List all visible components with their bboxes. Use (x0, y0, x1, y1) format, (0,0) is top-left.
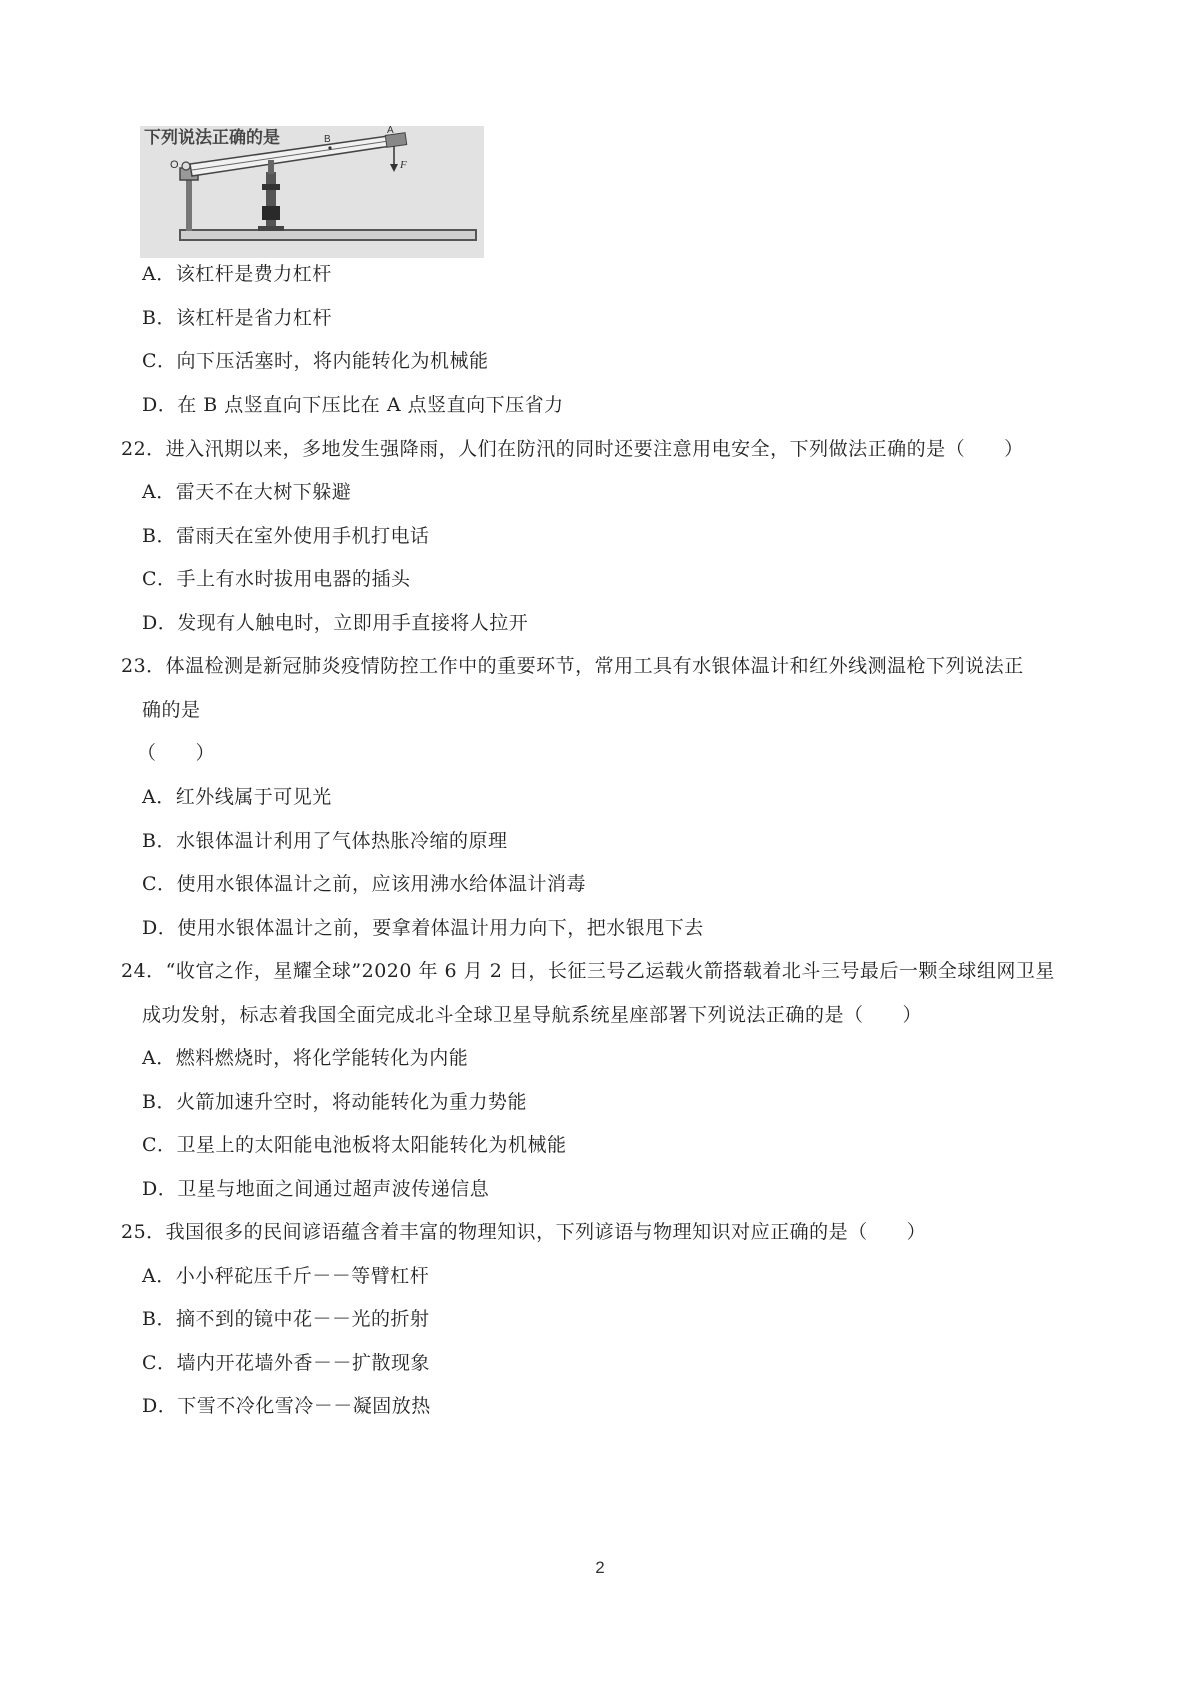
lever-figure (140, 126, 484, 258)
q21-option-d: D．在 B 点竖直向下压比在 A 点竖直向下压省力 (142, 394, 564, 416)
q25-option-c: C．墙内开花墙外香－－扩散现象 (142, 1352, 431, 1374)
base-plate (180, 230, 476, 240)
q22-option-b: B．雷雨天在室外使用手机打电话 (142, 525, 430, 547)
point-b (328, 146, 331, 149)
q22-option-d: D．发现有人触电时，立即用手直接将人拉开 (142, 612, 529, 634)
q21-option-a: A．该杠杆是费力杠杆 (142, 263, 332, 285)
label-a: A (387, 126, 394, 136)
q22-option-a: A．雷天不在大树下躲避 (142, 481, 352, 503)
q24-option-a: A．燃料燃烧时，将化学能转化为内能 (142, 1047, 469, 1069)
q24-stem-line2: 成功发射，标志着我国全面完成北斗全球卫星导航系统星座部署下列说法正确的是（ ） (142, 1004, 923, 1026)
pump-rod (268, 160, 274, 174)
q25-option-a: A．小小秤砣压千斤－－等臂杠杆 (142, 1265, 430, 1287)
label-f: F (400, 159, 407, 171)
q21-option-b: B．该杠杆是省力杠杆 (142, 307, 332, 329)
label-b: B (324, 134, 331, 145)
label-o: O (170, 159, 179, 171)
pivot-point (182, 162, 190, 170)
pump-clamp-top (262, 184, 280, 190)
q23-stem-line2: 确的是 (142, 699, 201, 721)
q23-option-d: D．使用水银体温计之前，要拿着体温计用力向下，把水银甩下去 (142, 917, 704, 939)
q22-option-c: C．手上有水时拔用电器的插头 (142, 568, 411, 590)
q23-stem-line3: （ ） (137, 742, 216, 764)
q24-option-b: B．火箭加速升空时，将动能转化为重力势能 (142, 1091, 527, 1113)
left-post (186, 176, 192, 231)
pump-cylinder (266, 172, 276, 230)
q23-option-b: B．水银体温计利用了气体热胀冷缩的原理 (142, 830, 508, 852)
q22-stem: 22．进入汛期以来，多地发生强降雨，人们在防汛的同时还要注意用电安全，下列做法正确的是（ ） (121, 438, 1024, 460)
q24-stem-line1: 24．“收官之作，星耀全球”2020 年 6 月 2 日，长征三号乙运载火箭搭载着北斗三号最后一颗全球组网卫星 (121, 960, 1055, 982)
lever-diagram (140, 126, 484, 258)
q24-option-d: D．卫星与地面之间通过超声波传递信息 (142, 1178, 490, 1200)
q23-stem-line1: 23．体温检测是新冠肺炎疫情防控工作中的重要环节，常用工具有水银体温计和红外线测温枪下列说法正 (121, 655, 1024, 677)
q24-option-c: C．卫星上的太阳能电池板将太阳能转化为机械能 (142, 1134, 567, 1156)
pump-base (258, 226, 284, 231)
page-number: 2 (595, 1558, 605, 1577)
q23-option-a: A．红外线属于可见光 (142, 786, 332, 808)
q21-option-c: C．向下压活塞时，将内能转化为机械能 (142, 350, 489, 372)
q25-option-d: D．下雪不冷化雪冷－－凝固放热 (142, 1395, 431, 1417)
q23-option-c: C．使用水银体温计之前，应该用沸水给体温计消毒 (142, 873, 587, 895)
pump-clamp-bottom (262, 206, 280, 220)
figure-caption: 下列说法正确的是 (144, 128, 280, 147)
q25-stem: 25．我国很多的民间谚语蕴含着丰富的物理知识，下列谚语与物理知识对应正确的是（ ） (121, 1221, 927, 1243)
force-arrow-head (390, 164, 398, 172)
q25-option-b: B．摘不到的镜中花－－光的折射 (142, 1308, 430, 1330)
